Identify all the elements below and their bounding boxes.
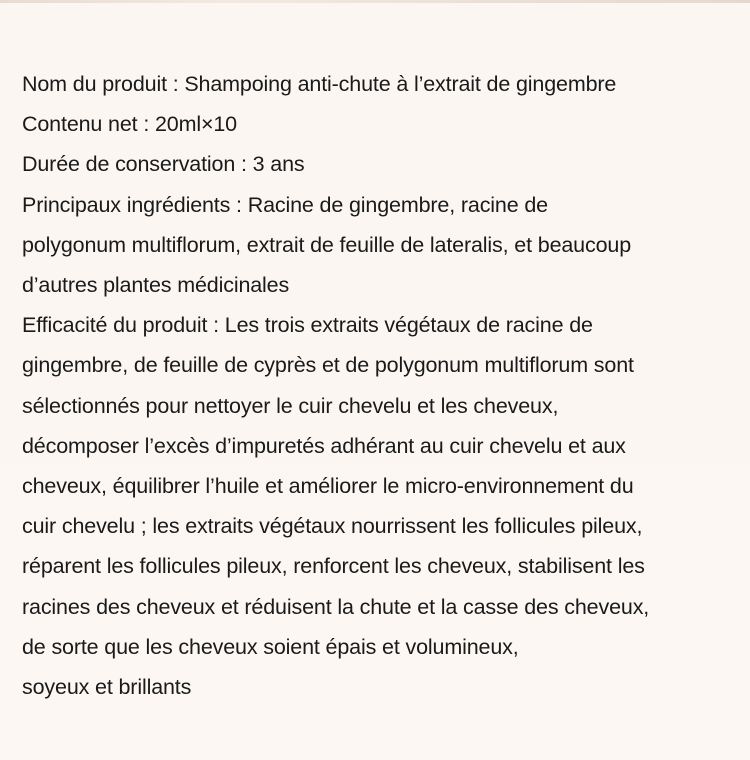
ingredients-line: polygonum multiflorum, extrait de feuille de lateralis, et beaucoup (22, 232, 632, 257)
efficacy-line: sélectionnés pour nettoyer le cuir chevelu et les cheveux, (22, 393, 559, 418)
ingredients-line: Principaux ingrédients : Racine de gingembre, racine de (22, 192, 548, 217)
efficacy-line: décomposer l’excès d’impuretés adhérant au cuir chevelu et aux (22, 433, 626, 458)
efficacy-line: réparent les follicules pileux, renforcent les cheveux, stabilisent les (22, 554, 645, 579)
efficacy-line: soyeux et brillants (22, 675, 192, 700)
efficacy-line: Efficacité du produit : Les trois extraits végétaux de racine de (22, 313, 593, 338)
efficacy-line: cuir chevelu ; les extraits végétaux nourrissent les follicules pileux, (22, 514, 643, 539)
ingredients-line: d’autres plantes médicinales (22, 273, 290, 298)
efficacy-line: racines des cheveux et réduisent la chute et la casse des cheveux, (22, 594, 650, 619)
net-content-line: Contenu net : 20ml×10 (22, 112, 237, 137)
product-name-line: Nom du produit : Shampoing anti-chute à l’extrait de gingembre (22, 72, 617, 96)
efficacy-line: de sorte que les cheveux soient épais et volumineux, (22, 634, 519, 659)
product-description (22, 64, 744, 707)
efficacy-line: gingembre, de feuille de cyprès et de polygonum multiflorum sont (22, 353, 634, 378)
top-border-strip (0, 0, 750, 3)
shelf-life-line: Durée de conservation : 3 ans (22, 152, 305, 177)
efficacy-line: cheveux, équilibrer l’huile et améliorer le micro-environnement du (22, 474, 634, 499)
